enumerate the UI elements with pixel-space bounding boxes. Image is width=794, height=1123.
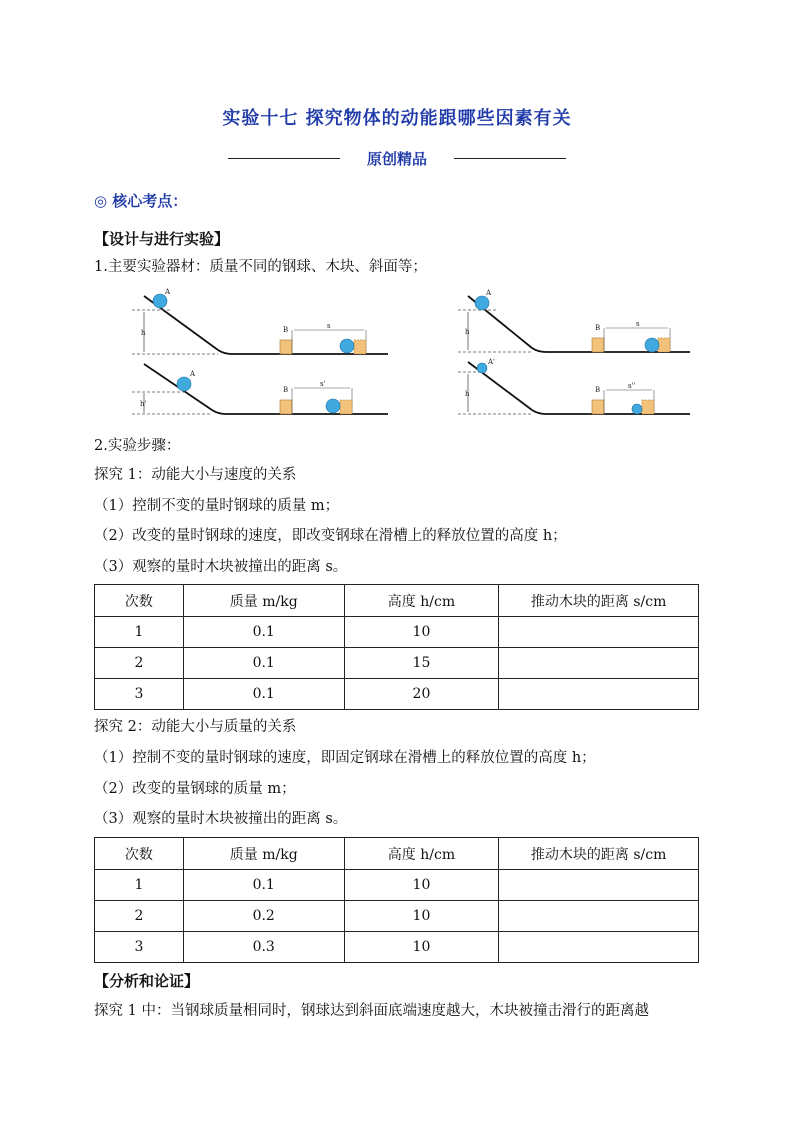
design-heading: 【设计与进行实验】 bbox=[94, 230, 230, 248]
table-row bbox=[95, 901, 699, 932]
table-row bbox=[95, 617, 699, 648]
figure-top-left bbox=[132, 288, 392, 358]
table-header-cell: 质量 m/kg bbox=[183, 585, 344, 617]
ball-icon bbox=[475, 296, 489, 310]
table-header-cell: 高度 h/cm bbox=[344, 585, 499, 617]
distance-label: s'' bbox=[628, 382, 636, 390]
steps-heading: 2.实验步骤： bbox=[94, 438, 181, 454]
table-cell: 1 bbox=[95, 617, 184, 648]
height-label: h bbox=[465, 328, 470, 336]
figure-bottom-right bbox=[458, 358, 698, 420]
table-cell: 0.1 bbox=[183, 679, 344, 710]
distance-label: s bbox=[636, 320, 640, 328]
ball-icon bbox=[326, 399, 340, 413]
subtitle: 原创精品 bbox=[366, 150, 427, 168]
explore1-step-3: （3）观察的量时木块被撞出的距离 s。 bbox=[94, 559, 348, 575]
explore2-step-2: （2）改变的量钢球的质量 m； bbox=[94, 781, 296, 797]
table-header-cell: 推动木块的距离 s/cm bbox=[499, 585, 699, 617]
figure-top-right bbox=[458, 288, 698, 358]
analysis-text: 探究 1 中：当钢球质量相同时，钢球达到斜面底端速度越大，木块被撞击滑行的距离越 bbox=[94, 1003, 649, 1019]
block-label: B bbox=[595, 324, 601, 332]
analysis-heading: 【分析和论证】 bbox=[94, 972, 200, 990]
ball-label: A' bbox=[488, 358, 495, 366]
table-cell bbox=[499, 932, 699, 963]
table-header-cell: 推动木块的距离 s/cm bbox=[499, 838, 699, 870]
ball-icon bbox=[477, 363, 487, 373]
explore1-step-1: （1）控制不变的量时钢球的质量 m； bbox=[94, 498, 340, 514]
table-cell: 0.1 bbox=[183, 648, 344, 679]
table-cell: 2 bbox=[95, 648, 184, 679]
explore2-title: 探究 2：动能大小与质量的关系 bbox=[94, 719, 297, 735]
table-cell: 10 bbox=[344, 932, 499, 963]
table-cell: 10 bbox=[344, 901, 499, 932]
explore1-title: 探究 1：动能大小与速度的关系 bbox=[94, 467, 297, 483]
page-title: 实验十七 探究物体的动能跟哪些因素有关 bbox=[222, 108, 572, 129]
table-row bbox=[95, 679, 699, 710]
table-cell: 2 bbox=[95, 901, 184, 932]
explore2-step-3: （3）观察的量时木块被撞出的距离 s。 bbox=[94, 811, 348, 827]
height-label: h bbox=[141, 329, 146, 337]
block-icon bbox=[280, 340, 292, 354]
explore1-step-2: （2）改变的量时钢球的速度，即改变钢球在滑槽上的释放位置的高度 h； bbox=[94, 528, 567, 544]
block-moved-icon bbox=[658, 338, 670, 352]
block-moved-icon bbox=[642, 400, 654, 414]
table-cell: 10 bbox=[344, 870, 499, 901]
table-header-row bbox=[95, 585, 699, 617]
ball-icon bbox=[645, 338, 659, 352]
explore2-step-1: （1）控制不变的量时钢球的速度，即固定钢球在滑槽上的释放位置的高度 h； bbox=[94, 750, 596, 766]
block-moved-icon bbox=[340, 400, 352, 414]
table-cell: 0.1 bbox=[183, 870, 344, 901]
table-header-cell: 次数 bbox=[95, 838, 184, 870]
explore2-table bbox=[94, 837, 699, 963]
figure-bottom-left bbox=[132, 362, 392, 418]
table-cell: 0.3 bbox=[183, 932, 344, 963]
block-label: B bbox=[595, 386, 601, 394]
block-icon bbox=[280, 400, 292, 414]
table-cell: 0.1 bbox=[183, 617, 344, 648]
table-cell bbox=[499, 648, 699, 679]
table-cell bbox=[499, 617, 699, 648]
block-label: B bbox=[283, 386, 289, 394]
ball-label: A bbox=[190, 370, 196, 378]
distance-label: s bbox=[327, 322, 331, 330]
table-header-row bbox=[95, 838, 699, 870]
equipment-line: 1.主要实验器材：质量不同的钢球、木块、斜面等； bbox=[94, 259, 427, 275]
distance-label: s' bbox=[320, 380, 326, 388]
table-header-cell: 质量 m/kg bbox=[183, 838, 344, 870]
table-cell: 15 bbox=[344, 648, 499, 679]
block-moved-icon bbox=[354, 340, 366, 354]
table-cell: 3 bbox=[95, 932, 184, 963]
ball-icon bbox=[153, 294, 167, 308]
ball-label: A bbox=[486, 289, 492, 297]
table-row bbox=[95, 870, 699, 901]
block-icon bbox=[592, 400, 604, 414]
table-row bbox=[95, 648, 699, 679]
explore1-table bbox=[94, 584, 699, 710]
ball-label: A bbox=[165, 288, 171, 296]
table-header-cell: 高度 h/cm bbox=[344, 838, 499, 870]
table-cell bbox=[499, 901, 699, 932]
ball-icon bbox=[632, 404, 642, 414]
table-cell: 3 bbox=[95, 679, 184, 710]
subtitle-right-rule bbox=[454, 158, 566, 159]
table-cell: 1 bbox=[95, 870, 184, 901]
table-cell: 0.2 bbox=[183, 901, 344, 932]
table-header-cell: 次数 bbox=[95, 585, 184, 617]
ball-icon bbox=[177, 377, 191, 391]
height-label: h' bbox=[140, 400, 147, 408]
table-cell bbox=[499, 679, 699, 710]
subtitle-block bbox=[228, 148, 566, 168]
block-label: B bbox=[283, 326, 289, 334]
table-cell: 20 bbox=[344, 679, 499, 710]
core-heading: ◎ 核心考点： bbox=[94, 192, 188, 210]
height-label: h bbox=[465, 390, 470, 398]
table-cell bbox=[499, 870, 699, 901]
table-cell: 10 bbox=[344, 617, 499, 648]
ball-icon bbox=[340, 339, 354, 353]
table-row bbox=[95, 932, 699, 963]
block-icon bbox=[592, 338, 604, 352]
